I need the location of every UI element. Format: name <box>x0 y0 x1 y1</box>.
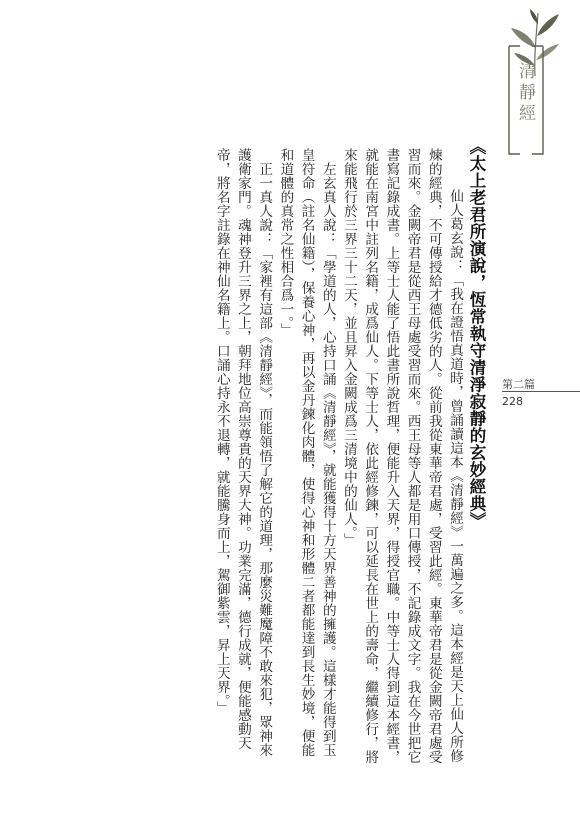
header-divider <box>502 391 580 392</box>
book-title: 清靜經 <box>515 62 535 125</box>
paragraph: 正一真人說：「家裡有這部《清靜經》，而能領悟了解它的道理，那麼災難魔障不敢來犯，眾神來護衛家門。魂神登升三界之上，朝拜地位高崇尊貴的天界大神。功業完滿，德行成就，便能感動天帝，將名字註錄在神仙名籍上。口誦心持永不退轉，就能騰身而上，駕御紫雲，昇上天界。」 <box>213 148 273 757</box>
paragraph: 左玄真人說：「學道的人，心持口誦《清靜經》，就能獲得十方天界善神的擁護。這樣才能得到玉皇符命（註名仙籍），保養心神，再以金丹鍊化肉體，使得心神和形體二者都能達到長生妙境，便能和道體的真常之性相合爲一。」 <box>277 148 336 758</box>
page-number: 228 <box>502 395 523 408</box>
paragraph: 仙人葛玄說：「我在證悟真道時，曾誦讀這本《清靜經》一萬遍之多。這本經是天上仙人所修煉的經典，不可傳授給才德低劣的人。從前我從東華帝君處，受習此經。東華帝君是從金闕帝君處受習而來。金闕帝君是從西王母處受習而來。西王母等人都是用口傳授，不記錄成文字。我在今世把它書寫記錄成書。上等士人能了悟此書所說哲理，便能升入天界，得授官職。中等士人得到這本經書，就能在南宮中註列名籍，成爲仙人。下等士人，依此經修鍊，可以延長在世上的壽命，繼續修行，將來能飛行於三界三十二天，並且昇入金闕成爲三清境中的仙人。」 <box>340 148 463 764</box>
chapter-title: 《太上老君所演說，恆常執守清淨寂靜的玄妙經典》 <box>467 138 486 529</box>
body-text <box>110 148 465 768</box>
section-label: 第二篇 <box>502 378 535 391</box>
